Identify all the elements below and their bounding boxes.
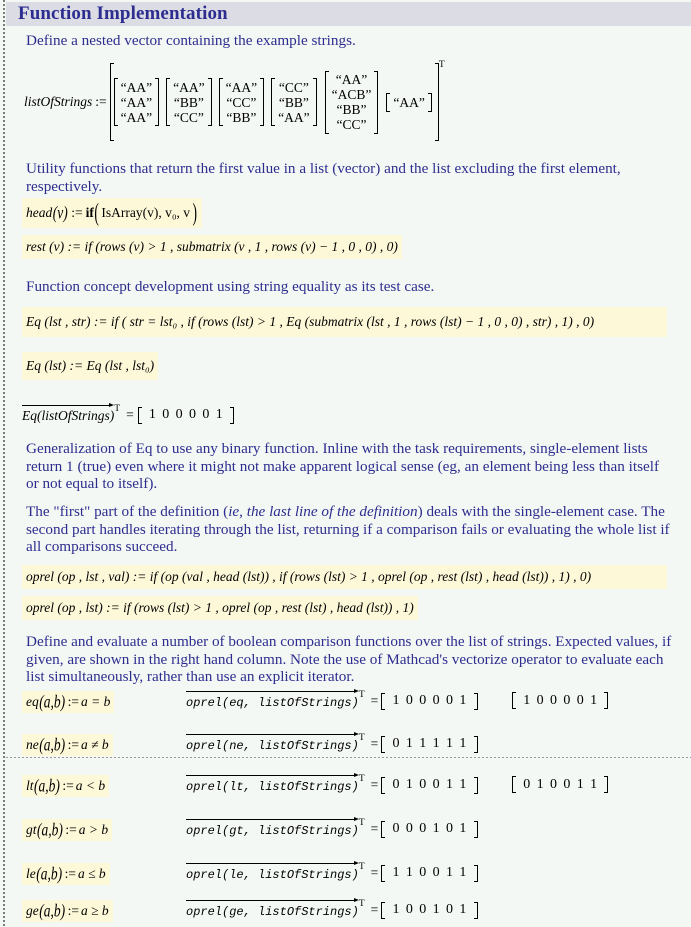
expected-value-eq — [512, 692, 608, 714]
fn-name: ge — [26, 903, 39, 918]
oprel-call: oprel(gt, listOfStrings) — [186, 824, 359, 838]
expected-value-lt — [512, 776, 608, 798]
comparison-definition-ne[interactable] — [22, 734, 113, 756]
vector-bracket-right — [260, 78, 264, 126]
string-vector-1 — [114, 78, 159, 126]
head-assign: := — [71, 205, 83, 220]
paragraph-define-evaluate: Define and evaluate a number of boolean comparison functions over the list of strings. Expected values, if given, are shown in the right hand column. Note the use of Mathcad's vectorize operator to evaluate each list simultaneously, rather than use an explicit iterator. — [26, 633, 672, 685]
page-break-separator — [6, 757, 691, 758]
head-body: IsArray(v), v₀, v — [101, 205, 191, 220]
p5-text-italic: ie, the last line of the definition — [228, 503, 418, 520]
page-title: Function Implementation — [18, 3, 228, 24]
paragraph-define-nested-vector: Define a nested vector containing the example strings. — [26, 32, 356, 49]
result-values: 1 0 0 0 0 1 — [392, 693, 467, 708]
assign-operator: := — [67, 737, 79, 752]
equals-sign: = — [370, 693, 379, 708]
head-name: head — [26, 205, 53, 220]
fn-body: a ≠ b — [81, 737, 109, 752]
eq-result-rowvector — [138, 407, 234, 424]
string-vector-2 — [166, 78, 211, 126]
result-values: 0 1 1 1 1 1 — [392, 736, 467, 751]
left-margin-rule — [3, 0, 5, 927]
transpose-superscript: T — [358, 690, 365, 700]
oprel-definition-3arg-text: oprel (op , lst , val) := if (op (val , head (lst)) , if (rows (lst) > 1 , oprel (op , rest (lst) , head (lst)) , 1) , 0) — [26, 569, 592, 584]
vectorize-arrow-overbar — [186, 901, 359, 919]
string-vector-3 — [219, 78, 264, 126]
eq-short-definition[interactable] — [22, 352, 158, 380]
eq-definition[interactable] — [22, 307, 667, 337]
result-rowvector — [381, 902, 477, 919]
vector-cells: “CC” “BB” “AA” — [278, 79, 310, 125]
fn-body: a < b — [75, 778, 106, 793]
oprel-definition-2arg[interactable] — [22, 596, 418, 620]
paragraph-function-concept: Function concept development using string equality as its test case. — [26, 278, 435, 295]
oprel-definition-2arg-text: oprel (op , lst) := if (rows (lst) > 1 , oprel (op , rest (lst) , head (lst)) , 1) — [26, 600, 414, 615]
fn-body: a = b — [81, 694, 111, 709]
string-vector-5 — [325, 71, 379, 134]
rest-definition-text: rest (v) := if (rows (v) > 1 , submatrix (v , 1 , rows (v) − 1 , 0 , 0) , 0) — [26, 239, 398, 254]
string-vector-6 — [386, 93, 431, 112]
bracket-right — [474, 693, 478, 710]
transpose-superscript: T — [358, 733, 365, 743]
result-values: 1 1 0 0 1 1 — [392, 865, 467, 880]
vector-cells: “AA” “BB” “CC” — [173, 79, 205, 125]
equals-sign: = — [370, 736, 379, 751]
bracket-right — [474, 865, 478, 882]
fn-params: (a,b) — [39, 691, 66, 712]
eq-evaluation — [22, 404, 234, 426]
bracket-right — [474, 736, 478, 753]
eq-eval-expression: Eq(listOfStrings) — [22, 408, 115, 423]
oprel-definition-3arg[interactable] — [22, 565, 667, 589]
comparison-definition-eq[interactable] — [22, 691, 114, 713]
rest-definition[interactable] — [22, 235, 402, 259]
vectorize-arrow-overbar — [22, 406, 114, 424]
transpose-superscript: T — [358, 862, 365, 872]
p5-text-a: The "first" part of the definition ( — [26, 503, 229, 520]
result-rowvector — [381, 865, 477, 882]
fn-params: (a,b) — [37, 819, 63, 840]
fn-params: (a,b) — [34, 775, 60, 796]
comparison-evaluation-ge — [186, 899, 478, 921]
equals-sign: = — [370, 902, 379, 917]
oprel-call: oprel(le, listOfStrings) — [186, 868, 359, 882]
comparison-definition-lt[interactable] — [22, 775, 109, 797]
fn-params: (a,b) — [39, 734, 66, 755]
result-values: 1 0 0 0 0 1 — [148, 407, 223, 422]
oprel-call: oprel(eq, listOfStrings) — [186, 696, 359, 710]
paragraph-generalization: Generalization of Eq to use any binary function. Inline with the task requirements, single-element lists return 1 (true) even where it might not make apparent logical sense (eg, an element being less than itself or not equal to itself). — [26, 440, 660, 492]
assign-operator: := — [62, 778, 74, 793]
vector-cells: “AA” — [393, 94, 425, 110]
expected-values: 0 1 0 0 1 1 — [523, 776, 598, 792]
eq-definition-text: Eq (lst , str) := if ( str = lst₀ , if (rows (lst) > 1 , Eq (submatrix (lst , 1 , rows (lst) − 1 , 0 , 0) , str) , 1) , 0) — [26, 314, 595, 329]
result-values: 1 0 0 1 0 1 — [392, 902, 467, 917]
comparison-definition-ge[interactable] — [22, 900, 113, 922]
equals-sign: = — [370, 821, 379, 836]
oprel-call: oprel(ge, listOfStrings) — [186, 905, 359, 919]
vector-cells: “AA” “AA” “AA” — [120, 79, 153, 125]
string-vector-4 — [271, 78, 316, 126]
fn-params: (a,b) — [36, 863, 63, 884]
assign-operator: := — [67, 903, 79, 918]
vector-bracket-right — [313, 78, 317, 126]
vector-bracket-right — [208, 78, 212, 126]
assign-operator: := — [95, 94, 107, 109]
vectorize-arrow-overbar — [186, 692, 359, 710]
comparison-evaluation-ne — [186, 733, 478, 755]
result-rowvector — [381, 777, 477, 794]
oprel-call: oprel(lt, listOfStrings) — [186, 780, 359, 794]
head-args: (v) — [52, 202, 68, 223]
fn-name: le — [26, 866, 36, 881]
result-rowvector — [381, 821, 477, 838]
vectorize-arrow-overbar — [186, 864, 359, 882]
transpose-superscript: T — [358, 899, 365, 909]
comparison-evaluation-le — [186, 862, 478, 884]
assign-operator: := — [64, 866, 76, 881]
vectorize-arrow-overbar — [186, 735, 359, 753]
outer-bracket-right — [435, 63, 439, 141]
vector-bracket-right — [155, 78, 159, 126]
comparison-definition-le[interactable] — [22, 863, 110, 885]
vector-bracket-right — [428, 93, 432, 112]
bracket-right — [474, 821, 478, 838]
bracket-right — [474, 777, 478, 794]
section-header-bar — [6, 2, 691, 26]
equals-sign: = — [126, 407, 134, 422]
transpose-superscript: T — [438, 60, 445, 70]
result-rowvector — [381, 736, 477, 753]
fn-name: ne — [26, 737, 39, 752]
comparison-evaluation-lt — [186, 774, 478, 796]
bracket-right — [474, 902, 478, 919]
comparison-definition-gt[interactable] — [22, 819, 112, 841]
fn-name: gt — [26, 822, 37, 837]
equals-sign: = — [370, 865, 379, 880]
expected-values: 1 0 0 0 0 1 — [523, 692, 598, 708]
fn-name: eq — [26, 694, 39, 709]
fn-name: lt — [26, 778, 34, 793]
transpose-superscript: T — [114, 404, 121, 414]
bracket-right — [230, 407, 234, 424]
vector-cells: “AA” “ACB” “BB” “CC” — [331, 72, 372, 132]
comparison-evaluation-gt — [186, 818, 478, 840]
assign-operator: := — [67, 694, 79, 709]
head-definition[interactable] — [22, 198, 202, 228]
equals-sign: = — [370, 777, 379, 792]
listofstrings-definition — [24, 62, 445, 142]
eq-short-definition-text: Eq (lst) := Eq (lst , lst₀) — [26, 358, 155, 373]
paragraph-utility-functions: Utility functions that return the first value in a list (vector) and the list excluding the first element, respectively. — [26, 160, 621, 195]
expected-rowvector — [512, 776, 608, 793]
vector-cells: “AA” “CC” “BB” — [225, 79, 258, 125]
transpose-superscript: T — [358, 774, 365, 784]
open-paren: ( — [94, 197, 99, 227]
fn-body: a ≤ b — [78, 866, 106, 881]
fn-body: a ≥ b — [81, 903, 109, 918]
transpose-superscript: T — [358, 818, 365, 828]
fn-params: (a,b) — [39, 900, 66, 921]
expected-rowvector — [512, 692, 608, 709]
oprel-call: oprel(ne, listOfStrings) — [186, 739, 359, 753]
comparison-evaluation-eq — [186, 690, 478, 712]
result-values: 0 0 0 1 0 1 — [392, 821, 467, 836]
result-values: 0 1 0 0 1 1 — [392, 777, 467, 792]
bracket-right — [604, 692, 608, 709]
paragraph-first-part — [26, 503, 671, 556]
p5-text-b: ) deals with the single-element case. The second part handles iterating through the list, returning if a comparison fails or evaluating the whole list if all comparisons succeed. — [26, 503, 670, 555]
result-rowvector — [381, 693, 477, 710]
vectorize-arrow-overbar — [186, 820, 359, 838]
vectorize-arrow-overbar — [186, 776, 359, 794]
if-keyword: if — [85, 205, 94, 220]
close-paren: ) — [192, 197, 198, 227]
listofstrings-label: listOfStrings — [24, 94, 93, 109]
vector-bracket-right — [374, 71, 378, 134]
bracket-right — [604, 776, 608, 793]
fn-body: a > b — [78, 822, 109, 837]
assign-operator: := — [65, 822, 77, 837]
